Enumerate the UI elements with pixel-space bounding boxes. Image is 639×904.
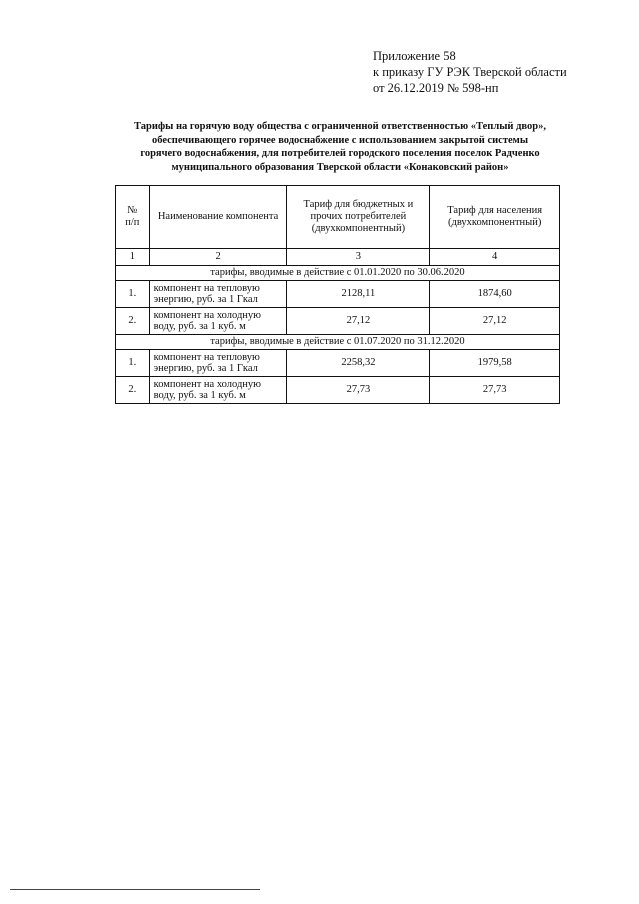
row-component-name: компонент на тепловую энергию, руб. за 1 Гкал [149,281,287,308]
row-number: 2. [116,377,150,404]
row-component-name: компонент на холодную воду, руб. за 1 куб. м [149,377,287,404]
table-row [116,308,560,335]
row-number: 1. [116,350,150,377]
header-number-pp: п/п [125,217,140,228]
row-number: 1. [116,281,150,308]
row-budget-value: 27,73 [287,377,430,404]
row-population-value: 1874,60 [430,281,560,308]
title-line-3: горячего водоснабжения, для потребителей городского поселения поселок Радченко [140,148,540,159]
header-budget-tariff: Тариф для бюджетных и прочих потребителей (двухкомпонентный) [287,186,430,249]
row-population-value: 27,12 [430,308,560,335]
table-header-row [116,186,560,249]
row-component-name: компонент на холодную воду, руб. за 1 куб. м [149,308,287,335]
title-line-1: Тарифы на горячую воду общества с ограниченной ответственностью «Теплый двор», [134,121,546,132]
row-budget-value: 27,12 [287,308,430,335]
footer-divider [10,889,260,890]
header-number [116,186,150,249]
table-row [116,350,560,377]
row-budget-value: 2128,11 [287,281,430,308]
appendix-line-1: Приложение 58 [373,49,456,63]
header-number-sign: № [127,205,138,216]
header-population-tariff: Тариф для населения (двухкомпонентный) [430,186,560,249]
appendix-line-2: к приказу ГУ РЭК Тверской области [373,65,567,79]
table-row [116,281,560,308]
column-number-row [116,249,560,266]
title-line-4: муниципального образования Тверской области «Конаковский район» [171,161,509,173]
period-label: тарифы, вводимые в действие с 01.07.2020 по 31.12.2020 [116,335,560,350]
table-row [116,377,560,404]
row-component-name: компонент на тепловую энергию, руб. за 1 Гкал [149,350,287,377]
period-row-second-half [116,335,560,350]
title-line-2: обеспечивающего горячее водоснабжение с использованием закрытой системы [151,134,529,146]
period-row-first-half [116,266,560,281]
column-number-cell: 4 [430,249,560,266]
row-budget-value: 2258,32 [287,350,430,377]
period-label: тарифы, вводимые в действие с 01.01.2020 по 30.06.2020 [116,266,560,281]
column-number-cell: 3 [287,249,430,266]
document-title [100,120,580,174]
appendix-line-3: от 26.12.2019 № 598-нп [373,81,499,95]
header-component-name: Наименование компонента [149,186,287,249]
tariff-table [115,185,560,404]
row-population-value: 1979,58 [430,350,560,377]
row-number: 2. [116,308,150,335]
appendix-reference [373,48,567,96]
column-number-cell: 2 [149,249,287,266]
column-number-cell: 1 [116,249,150,266]
row-population-value: 27,73 [430,377,560,404]
